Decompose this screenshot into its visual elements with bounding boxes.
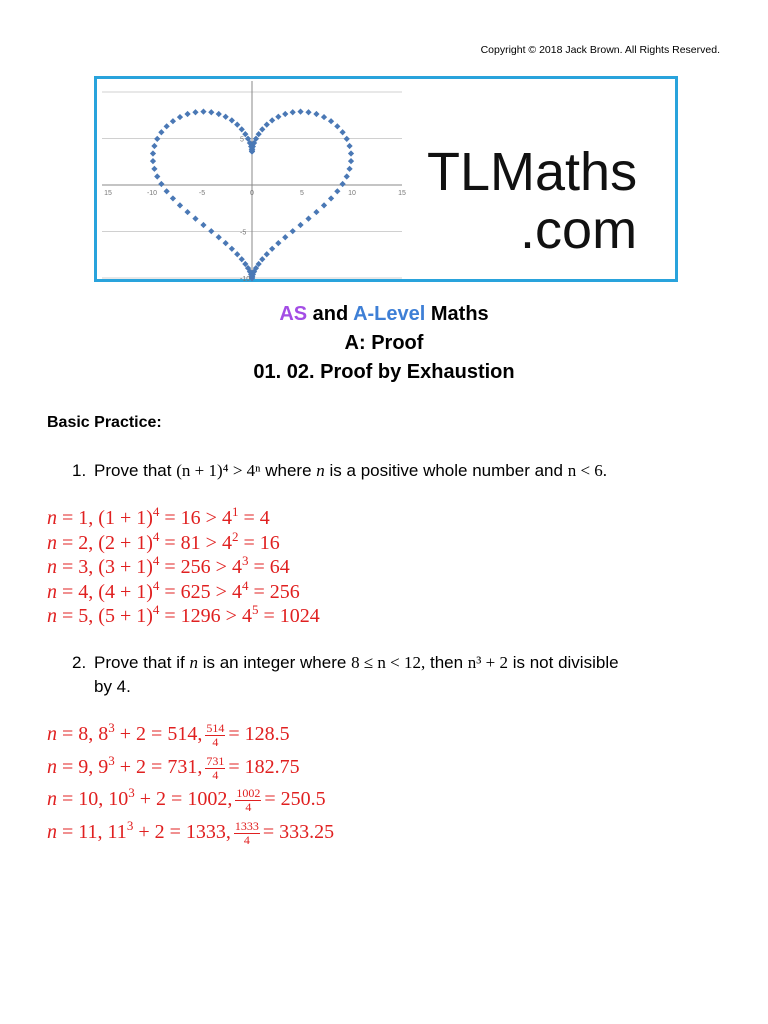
heart-point	[208, 109, 214, 115]
heart-point	[170, 118, 176, 124]
question-1	[72, 459, 732, 483]
q2-answer-line: n = 10, $10^3 + 2 = 1002$, $\frac{1002}{4}$ = 250.5	[47, 785, 326, 814]
title-alevel: A-Level	[353, 303, 426, 325]
q2-answer-line: n = 8, $8^3 + 2 = 514$, $\frac{514}{4}$ = 128.5	[47, 720, 290, 749]
frac-num: 514	[206, 721, 225, 735]
ans-res: 182.75	[244, 755, 300, 778]
heart-point	[264, 122, 270, 128]
heart-point	[200, 108, 206, 114]
ans-base: (5 + 1)	[98, 605, 153, 627]
ans-n: 1	[78, 507, 89, 529]
x-tick-label: -10	[146, 190, 158, 197]
ans-sum: 1002	[187, 788, 228, 811]
copyright-notice: Copyright © 2018 Jack Brown. All Rights Reserved.	[480, 44, 720, 56]
heart-point	[164, 188, 170, 194]
frac-den: 4	[245, 800, 252, 814]
heart-point	[154, 173, 160, 179]
ans-n2: 8	[98, 723, 109, 746]
heart-point	[346, 143, 352, 149]
heart-point	[346, 166, 352, 172]
heart-point	[282, 111, 288, 117]
q2-answer-line: n = 11, $11^3 + 2 = 1333$, $\frac{1333}{4}$ = 333.25	[47, 817, 335, 847]
heart-point	[328, 195, 334, 201]
ans-val: 625	[180, 580, 211, 603]
fraction	[234, 820, 260, 847]
heart-point	[290, 109, 296, 115]
heart-point	[223, 240, 229, 246]
ans-pow: 4	[241, 577, 249, 593]
q2-line2: by 4.	[94, 677, 131, 696]
q1-var: n	[316, 461, 325, 480]
heart-point	[164, 123, 170, 129]
heart-point	[234, 251, 240, 257]
heart-point	[275, 114, 281, 120]
x-tick-label: 15	[398, 190, 406, 197]
ans-n2: 10	[108, 788, 129, 811]
heart-point	[269, 117, 275, 123]
fraction	[205, 722, 225, 749]
title-line3: 01. 02. Proof by Exhaustion	[253, 361, 515, 383]
ans-sum: 514	[167, 723, 198, 746]
heart-point	[150, 158, 156, 164]
ans-res: 64	[269, 556, 290, 578]
q1-answer-line: n = 1, $(1 + 1)^4 = 16 > 4^1 = 4$	[47, 504, 270, 529]
heart-point	[290, 228, 296, 234]
heart-point	[177, 114, 183, 120]
heart-point	[184, 111, 190, 117]
title-line2: A: Proof	[344, 332, 424, 354]
heart-point	[229, 246, 235, 252]
heart-point	[229, 117, 235, 123]
q1-condition: n < 6.	[567, 461, 608, 480]
heart-point	[321, 114, 327, 120]
heart-point	[348, 150, 354, 156]
heart-point	[321, 202, 327, 208]
heart-point	[177, 202, 183, 208]
ans-val: 16	[180, 507, 201, 529]
heart-point	[297, 222, 303, 228]
question-2	[72, 651, 732, 701]
y-tick-label: -10	[240, 276, 251, 283]
heart-point	[344, 173, 350, 179]
q2-var: n	[189, 653, 198, 672]
q1-prefix: Prove that	[94, 461, 172, 480]
page-titles	[0, 300, 768, 387]
heart-point	[340, 129, 346, 135]
heart-point	[154, 136, 160, 142]
heart-point	[239, 126, 245, 132]
frac-num: 731	[206, 753, 225, 768]
q1-middle: where	[265, 461, 312, 480]
heart-point	[208, 228, 214, 234]
heart-point	[184, 209, 190, 215]
heart-point	[223, 114, 229, 120]
title-as: AS	[279, 303, 308, 325]
heart-point	[150, 150, 156, 156]
x-tick-label: -5	[198, 190, 206, 197]
title-maths: Maths	[430, 303, 489, 325]
heart-point	[334, 123, 340, 129]
heart-point	[348, 158, 354, 164]
q1-answer-line: n = 3, $(3 + 1)^4 = 256 > 4^3 = 64$	[47, 553, 290, 578]
logo-line2: .com	[520, 200, 638, 260]
tlmaths-logo	[427, 143, 637, 259]
heart-point	[305, 215, 311, 221]
heart-point	[264, 251, 270, 257]
x-tick-label: 5	[300, 190, 304, 197]
ans-pow: 3	[241, 553, 249, 568]
ans-val: 1296	[180, 605, 221, 627]
y-tick-label: 5	[240, 136, 244, 144]
heart-point	[170, 195, 176, 201]
ans-n2: 9	[98, 755, 109, 778]
title-and: and	[312, 303, 349, 325]
frac-num: 1002	[236, 786, 261, 800]
ans-res: 128.5	[244, 723, 290, 746]
ans-res: 333.25	[279, 820, 335, 843]
y-tick-label: -5	[240, 229, 247, 237]
ans-n: 2	[78, 531, 89, 554]
heart-point	[328, 118, 334, 124]
heart-point	[158, 181, 164, 187]
ans-n: 11	[78, 820, 98, 843]
ans-pow: 2	[231, 528, 239, 544]
heart-point	[192, 109, 198, 115]
ans-res: 256	[269, 580, 300, 603]
q2-prefix: Prove that if	[94, 653, 185, 672]
heart-point	[192, 215, 198, 221]
heart-point	[151, 166, 157, 172]
q2-expression: n³ + 2	[467, 653, 508, 672]
ans-n: 3	[78, 556, 89, 578]
heart-point	[269, 246, 275, 252]
heart-point	[334, 188, 340, 194]
ans-n: 8	[78, 723, 89, 746]
section-heading: Basic Practice:	[47, 414, 162, 431]
x-tick-label: 15	[104, 190, 112, 197]
ans-sum: 731	[167, 755, 198, 778]
logo-line1: TLMaths	[427, 142, 638, 202]
q2-middle: is an integer where	[202, 653, 347, 672]
q1-middle2: is a positive whole number and	[329, 461, 563, 480]
heart-point	[216, 234, 222, 240]
q2-range: 8 ≤ n < 12,	[351, 653, 426, 672]
q1-answer-line: n = 4, $(4 + 1)^4 = 625 > 4^4 = 256$	[47, 577, 300, 603]
ans-base: (1 + 1)	[98, 507, 153, 529]
heart-point	[216, 111, 222, 117]
q2-answer-line: n = 9, $9^3 + 2 = 731$, $\frac{731}{4}$ = 182.75	[47, 752, 300, 782]
heart-point	[313, 111, 319, 117]
title-line1	[0, 300, 768, 329]
x-tick-label: 0	[250, 190, 254, 197]
q1-expression: (n + 1)⁴ > 4ⁿ	[176, 461, 261, 480]
ans-res: 4	[259, 507, 270, 529]
ans-res: 16	[259, 531, 280, 554]
heart-point	[151, 143, 157, 149]
q1-answer-line: n = 2, $(2 + 1)^4 = 81 > 4^2 = 16$	[47, 528, 280, 554]
heart-point	[239, 256, 245, 262]
heart-point	[275, 240, 281, 246]
heart-point	[344, 136, 350, 142]
frac-den: 4	[212, 735, 219, 749]
q2-suffix: is not divisible	[512, 653, 619, 672]
heart-point	[340, 181, 346, 187]
heart-point	[234, 122, 240, 128]
heart-point	[259, 126, 265, 132]
heart-point	[297, 108, 303, 114]
x-tick-label: 10	[348, 190, 356, 197]
ans-base: (3 + 1)	[98, 556, 153, 578]
heart-point	[158, 129, 164, 135]
ans-res: 250.5	[280, 788, 326, 811]
ans-base: (2 + 1)	[98, 531, 153, 554]
ans-n: 4	[78, 580, 89, 603]
fraction	[235, 787, 261, 814]
ans-n2: 11	[107, 820, 127, 843]
ans-val: 81	[180, 531, 201, 554]
q1-answer-line: n = 5, $(5 + 1)^4 = 1296 > 4^5 = 1024$	[47, 602, 320, 627]
heart-point	[259, 256, 265, 262]
banner	[94, 76, 678, 282]
heart-point	[282, 234, 288, 240]
ans-res: 1024	[279, 605, 320, 627]
ans-n: 5	[78, 605, 89, 627]
frac-den: 4	[243, 832, 250, 847]
ans-base: (4 + 1)	[98, 580, 153, 603]
question-1-number: 1.	[72, 461, 87, 480]
ans-n: 9	[78, 755, 89, 778]
q2-middle2: then	[429, 653, 464, 672]
ans-val: 256	[180, 556, 211, 578]
frac-den: 4	[212, 767, 219, 782]
ans-n: 10	[78, 788, 99, 811]
heart-point	[200, 222, 206, 228]
fraction	[205, 755, 225, 782]
ans-pow: 5	[251, 602, 259, 617]
question-2-number: 2.	[72, 653, 87, 672]
ans-pow: 1	[231, 504, 239, 519]
ans-sum: 1333	[185, 820, 226, 843]
heart-point	[313, 209, 319, 215]
heart-point	[305, 109, 311, 115]
frac-num: 1333	[234, 818, 259, 833]
